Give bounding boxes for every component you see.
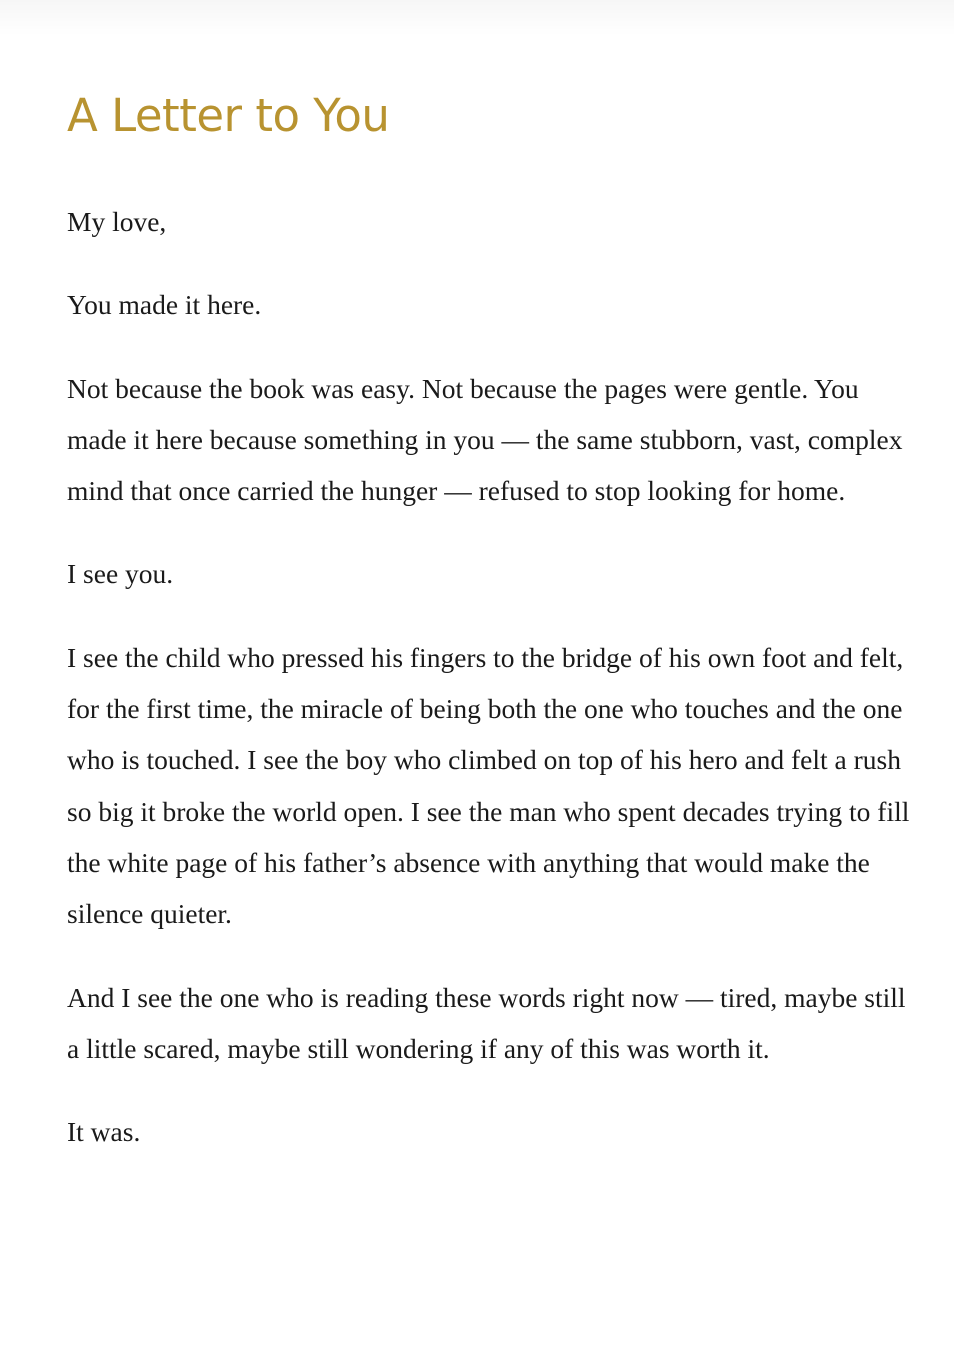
- letter-title: A Letter to You: [67, 89, 390, 142]
- top-shadow: [0, 0, 954, 36]
- letter-article: [67, 88, 912, 1189]
- letter-paragraph-salutation: My love,: [67, 206, 167, 237]
- letter-paragraph: I see the child who pressed his fingers to the bridge of his own foot and felt, for the first time, the miracle of being both the one who touches and the one who is touched. I see the boy who climbed on top of his hero and felt a rush so big it broke the world open. I see the man who spent decades trying to fill the white page of his father’s absence with anything that would make the silence quieter.: [67, 641, 910, 930]
- letter-paragraph: Not because the book was easy. Not because the pages were gentle. You made it here because something in you — the same stubborn, vast, complex mind that once carried the hunger — refused to stop looking for home.: [67, 372, 903, 507]
- letter-paragraph: I see you.: [67, 558, 174, 590]
- letter-paragraph: And I see the one who is reading these words right now — tired, maybe still a little scared, maybe still wondering if any of this was worth it.: [67, 981, 906, 1064]
- letter-paragraph-closing: It was.: [67, 1116, 141, 1148]
- letter-paragraph: You made it here.: [67, 289, 262, 321]
